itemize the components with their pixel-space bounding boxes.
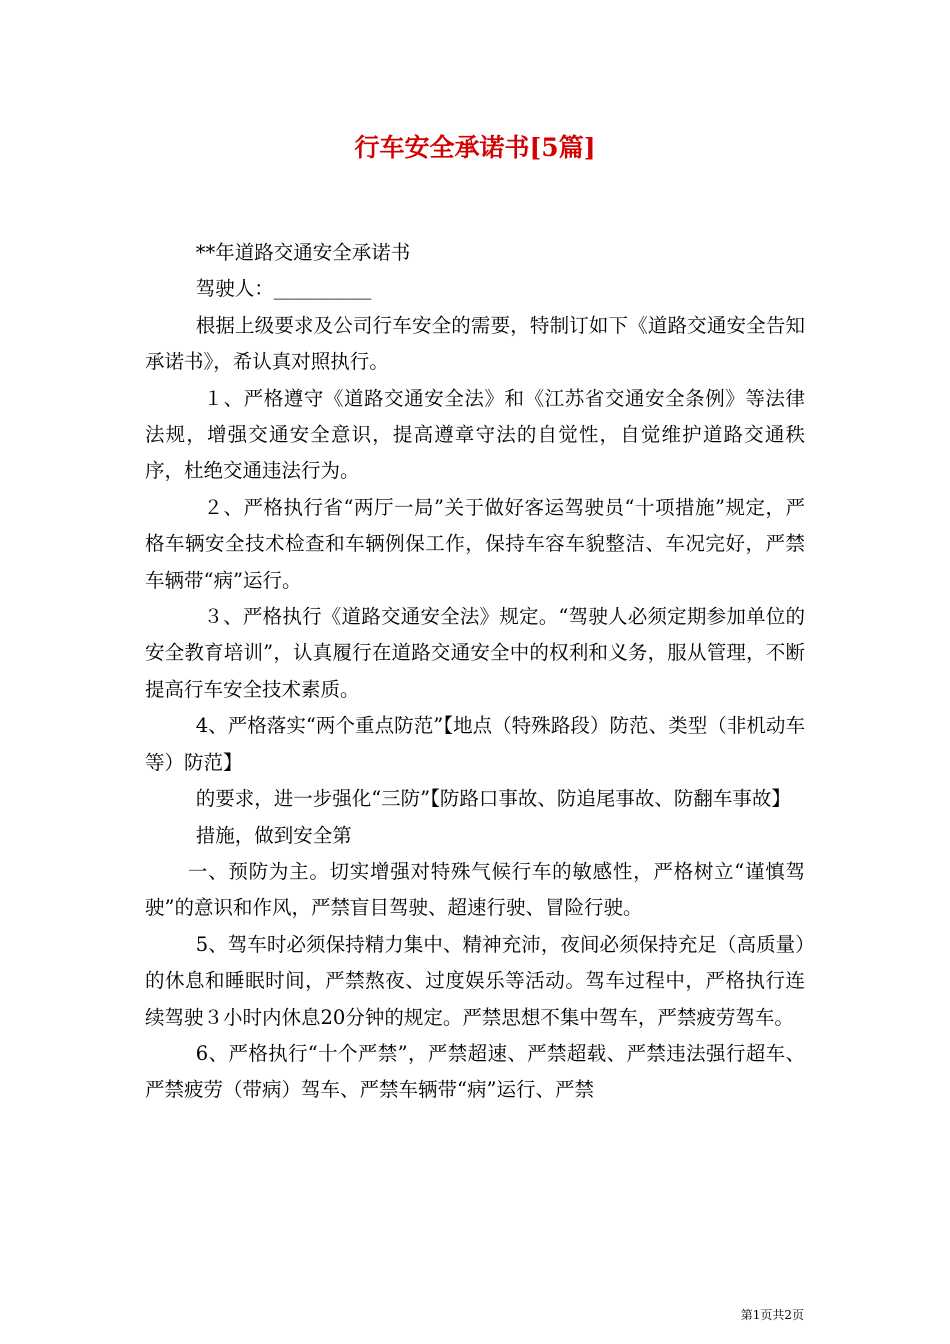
paragraph-heading: **年道路交通安全承诺书 [195,241,411,264]
document-title: 行车安全承诺书[5篇] [354,133,596,162]
document-body [145,235,805,1109]
paragraph-item-1: １、严格遵守《道路交通安全法》和《江苏省交通安全条例》等法律法规，增强交通安全意识，提高遵章守法的自觉性，自觉维护道路交通秩序，杜绝交通违法行为。 [145,386,805,483]
paragraph-measures: 措施，做到安全第 [195,823,352,847]
paragraph-driver: 驾驶人：__________ [195,277,372,301]
paragraph-prevention: 一、预防为主。切实增强对特殊气候行车的敏感性，严格树立“谨慎驾驶”的意识和作风，严禁盲目驾驶、超速行驶、冒险行驶。 [145,859,805,920]
paragraph-item-5: 5、驾车时必须保持精力集中、精神充沛，夜间必须保持充足（高质量）的休息和睡眠时间，严禁熬夜、过度娱乐等活动。驾车过程中，严格执行连续驾驶３小时内休息20分钟的规定。严禁思想不集中驾车，严禁疲劳驾车。 [145,932,805,1029]
paragraph-item-6: 6、严格执行“十个严禁”，严禁超速、严禁超载、严禁违法强行超车、严禁疲劳（带病）驾车、严禁车辆带“病”运行、严禁 [145,1041,805,1102]
page-indicator: 第1页共2页 [740,1308,804,1322]
paragraph-intro: 根据上级要求及公司行车安全的需要，特制订如下《道路交通安全告知承诺书》，希认真对照执行。 [145,313,805,374]
paragraph-item-2: ２、严格执行省“两厅一局”关于做好客运驾驶员“十项措施”规定，严格车辆安全技术检查和车辆例保工作，保持车容车貌整洁、车况完好，严禁车辆带“病”运行。 [145,495,805,592]
paragraph-item-3: ３、严格执行《道路交通安全法》规定。“驾驶人必须定期参加单位的安全教育培训”，认真履行在道路交通安全中的权利和义务，服从管理，不断提高行车安全技术素质。 [145,605,805,701]
paragraph-item-4: 4、严格落实“两个重点防范”【地点（特殊路段）防范、类型（非机动车等）防范】 [145,714,805,774]
paragraph-item-4-cont: 的要求，进一步强化“三防”【防路口事故、防追尾事故、防翻车事故】 [195,787,791,811]
